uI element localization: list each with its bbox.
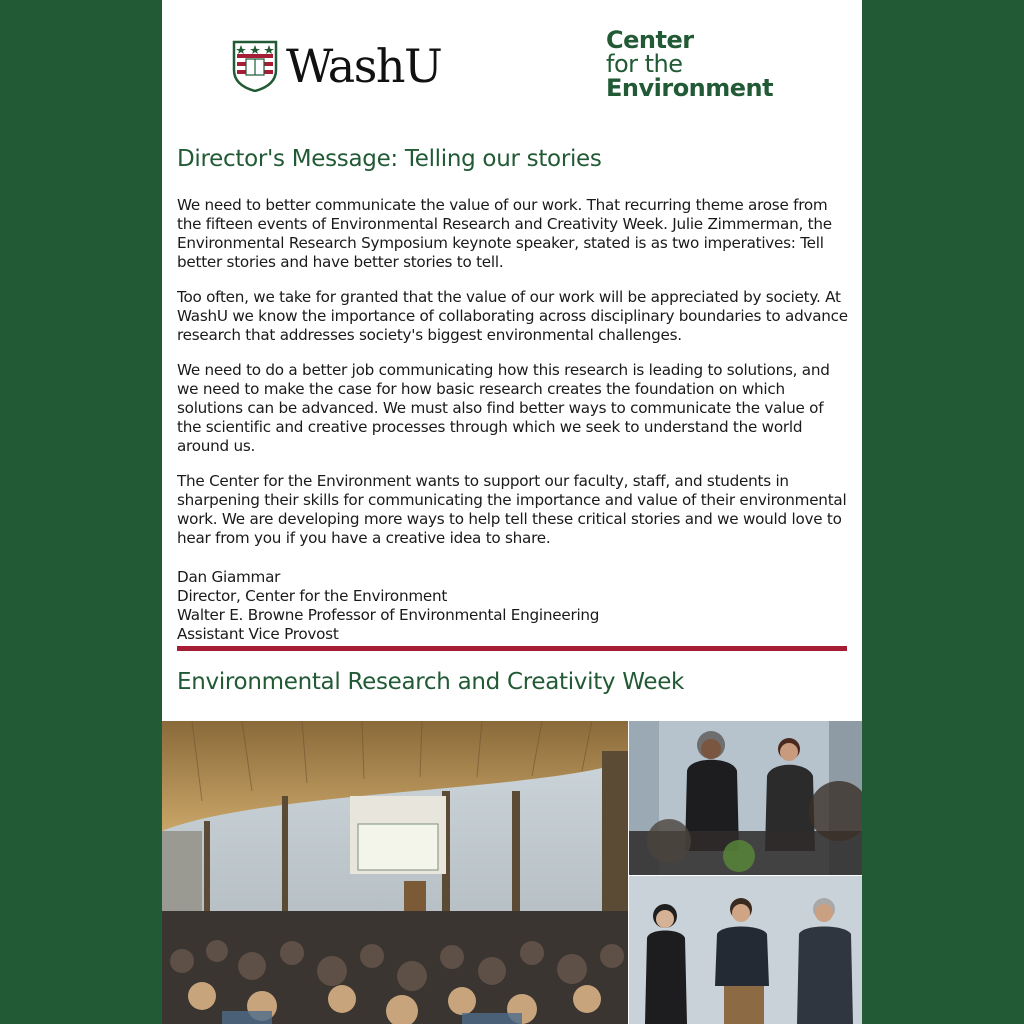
paragraph: Too often, we take for granted that the value of our work will be appreciated by society. At WashU we know the importance of collaborating across disciplinary boundaries to advance research that addresses society's biggest environmental challenges.	[177, 288, 848, 344]
signature-title: Director, Center for the Environment	[177, 587, 448, 605]
event-photo-panel-speakers	[629, 721, 862, 875]
newsletter-page	[162, 0, 862, 1024]
signature-block	[177, 568, 852, 644]
event-photo-panel-three	[629, 876, 862, 1024]
event-photo-atrium	[162, 721, 628, 1024]
paragraph: We need to do a better job communicating how this research is leading to solutions, and we need to make the case for how basic research creates the foundation on which solutions can be advanced. We must also find better ways to communicate the value of the scientific and creative processes through which we seek to understand the world around us.	[177, 361, 830, 455]
logo-line-for-the: for the	[606, 50, 683, 78]
paragraph: We need to better communicate the value of our work. That recurring theme arose from the fifteen events of Environmental Research and Creativity Week. Julie Zimmerman, the Environmental Research Symposium keynote speaker, stated is as two imperatives: Tell better stories and have better stories to tell.	[177, 196, 832, 271]
washu-wordmark: WashU	[286, 39, 442, 93]
washu-logo[interactable]	[232, 40, 441, 92]
creativity-week-heading: Environmental Research and Creativity Week	[177, 669, 685, 695]
paragraph: The Center for the Environment wants to support our faculty, staff, and students in sharpening their skills for communicating the importance and value of their environmental work. We are developing more ways to help tell these critical stories and we would love to hear from you if you have a creative idea to share.	[177, 472, 847, 547]
signature-title: Walter E. Browne Professor of Environmental Engineering	[177, 606, 600, 624]
director-message-body	[177, 196, 852, 644]
signature-title: Assistant Vice Provost	[177, 625, 339, 643]
signature-name: Dan Giammar	[177, 568, 281, 586]
logo-line-environment: Environment	[606, 74, 774, 102]
section-divider	[177, 646, 847, 651]
shield-icon	[232, 40, 278, 92]
logo-line-center: Center	[606, 26, 694, 54]
director-message-heading: Director's Message: Telling our stories	[177, 146, 602, 172]
center-for-environment-logo[interactable]	[606, 28, 773, 100]
